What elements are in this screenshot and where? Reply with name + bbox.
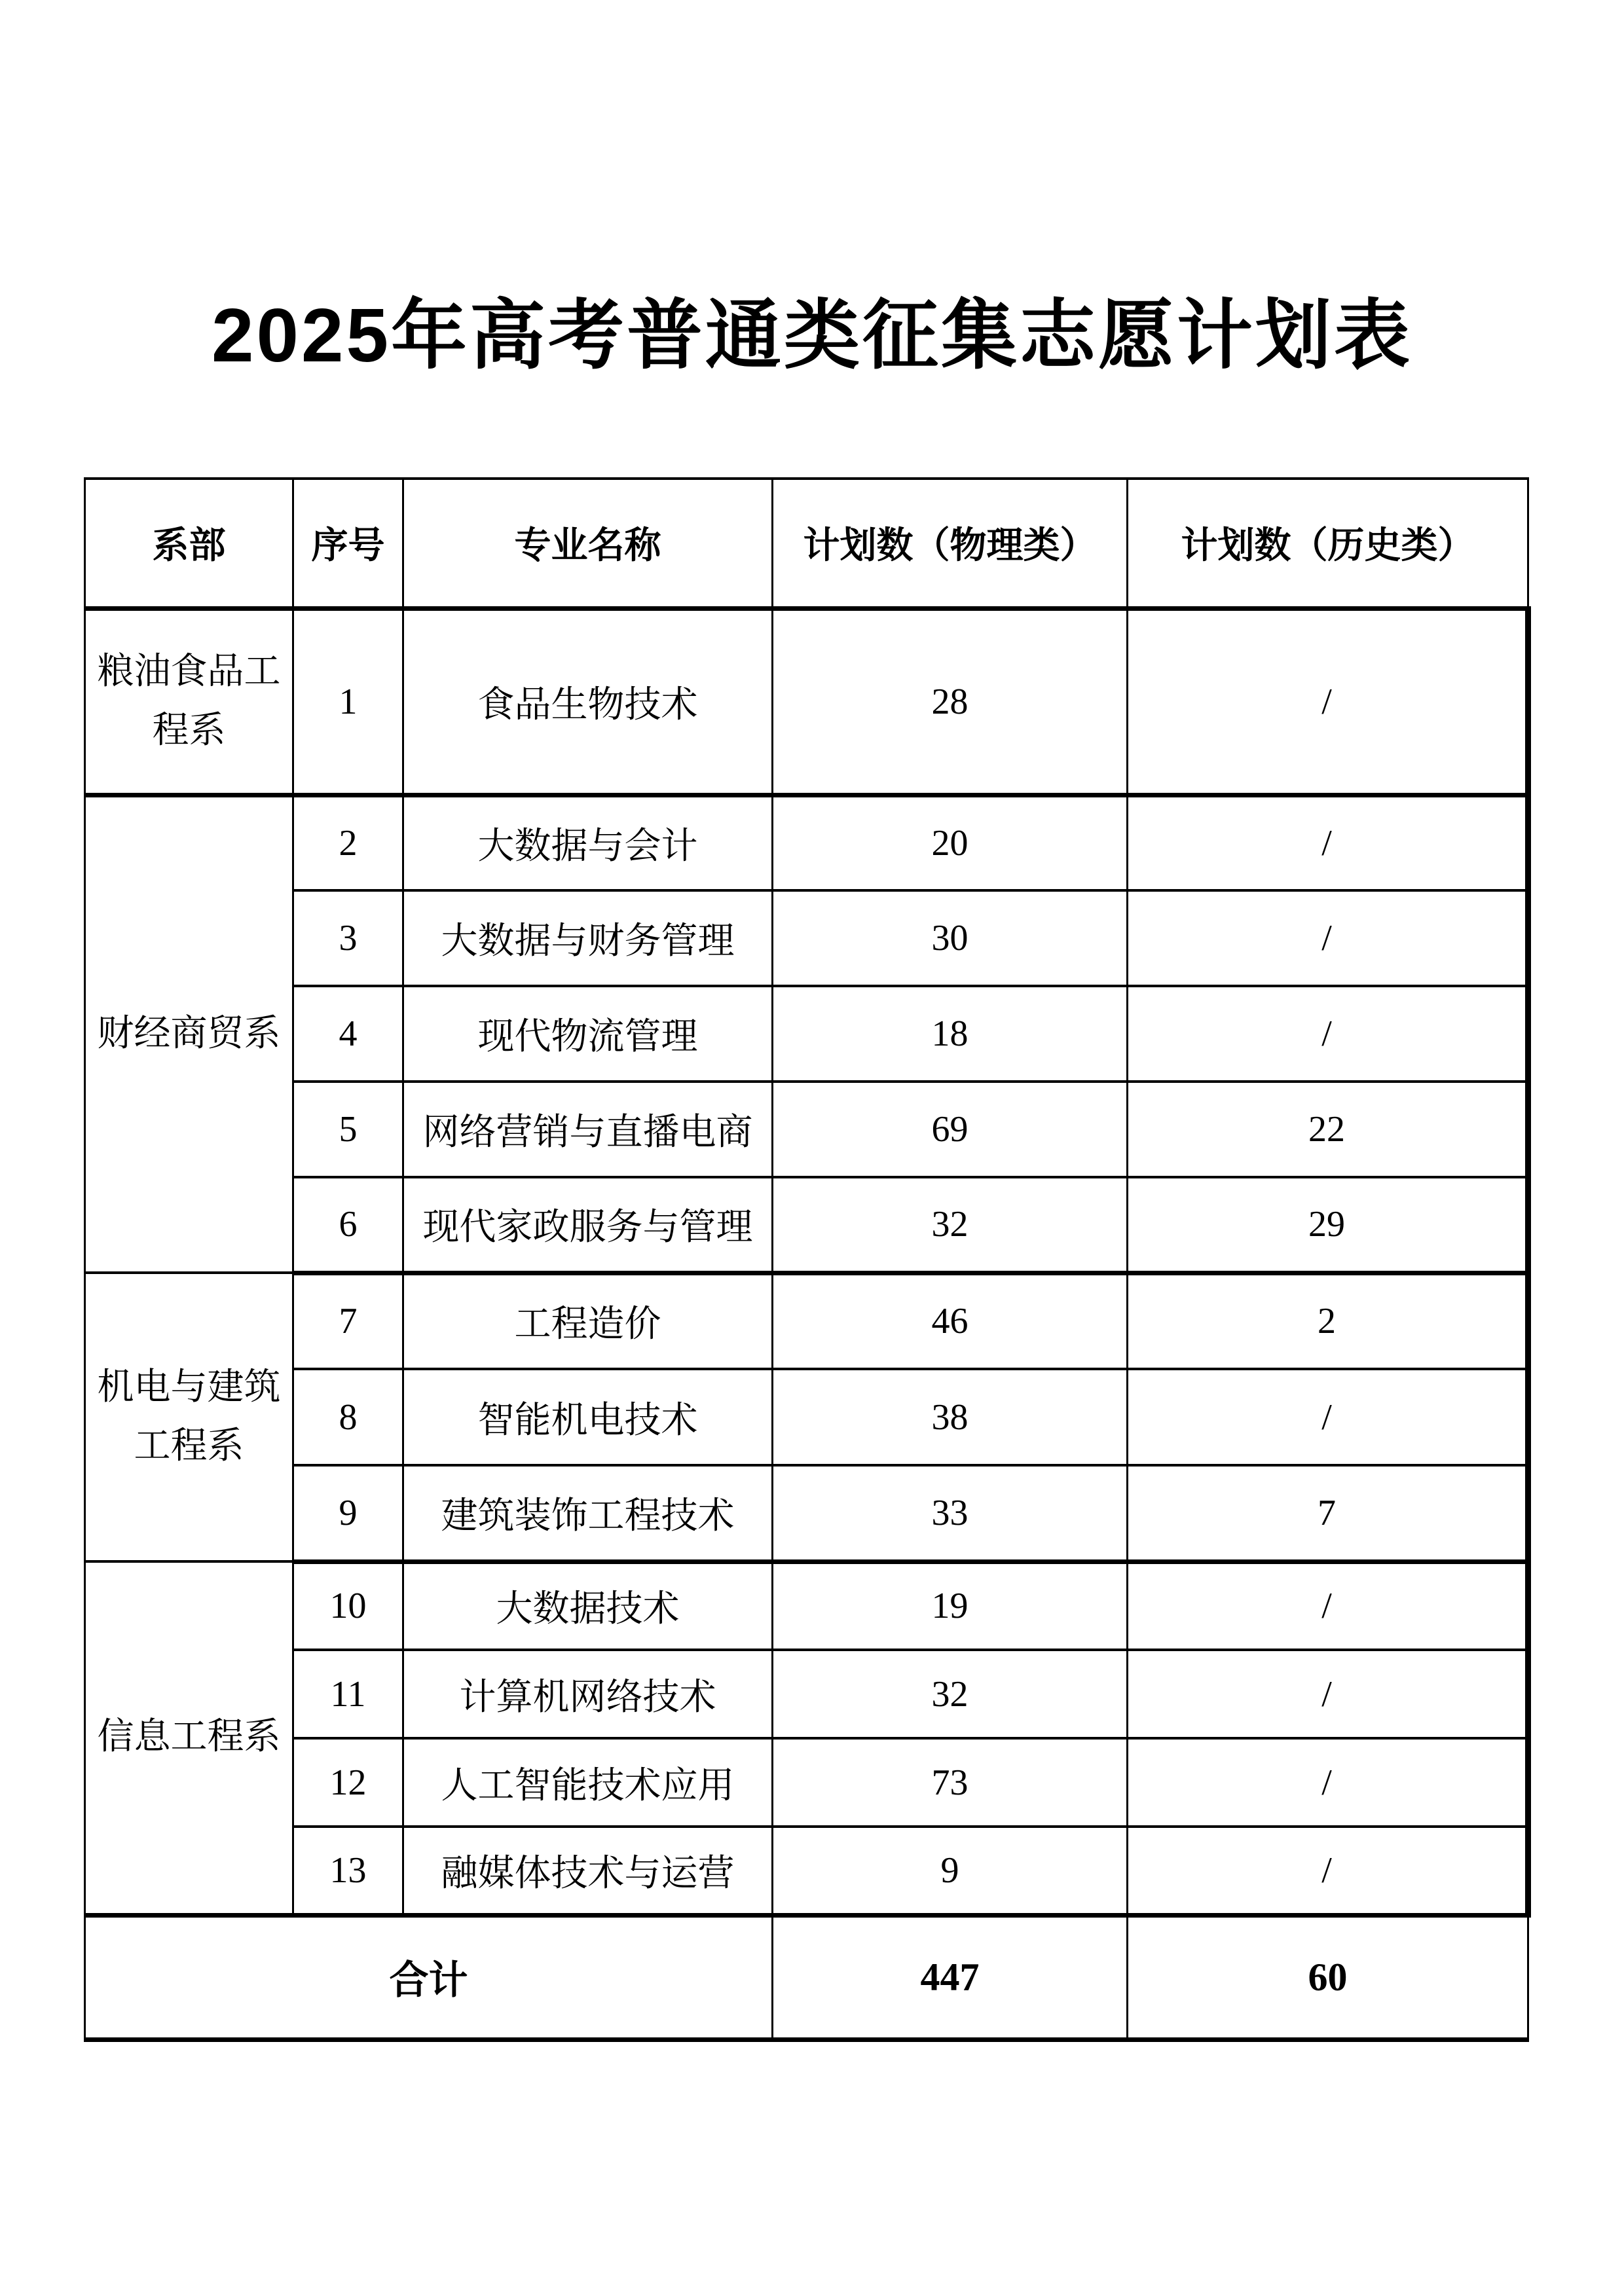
- row-number: 7: [293, 1273, 403, 1369]
- plan-physics: 38: [773, 1369, 1128, 1465]
- plan-history: /: [1128, 1738, 1528, 1827]
- header-number: 序号: [293, 479, 403, 608]
- row-number: 6: [293, 1177, 403, 1273]
- plan-physics: 33: [773, 1465, 1128, 1561]
- department-cell: 粮油食品工程系: [85, 608, 293, 795]
- plan-physics: 30: [773, 890, 1128, 986]
- plan-history: 2: [1128, 1273, 1528, 1369]
- header-major: 专业名称: [403, 479, 773, 608]
- department-cell: 信息工程系: [85, 1561, 293, 1915]
- plan-history: 22: [1128, 1082, 1528, 1177]
- total-row: [85, 1915, 1528, 2039]
- table-row: [85, 1561, 1528, 1650]
- plan-physics: 18: [773, 986, 1128, 1082]
- major-name: 计算机网络技术: [403, 1650, 773, 1738]
- plan-physics: 32: [773, 1177, 1128, 1273]
- table-row: [85, 1827, 1528, 1915]
- row-number: 13: [293, 1827, 403, 1915]
- plan-physics: 69: [773, 1082, 1128, 1177]
- plan-history: /: [1128, 795, 1528, 890]
- row-number: 11: [293, 1650, 403, 1738]
- table-row: [85, 1650, 1528, 1738]
- plan-history: /: [1128, 1561, 1528, 1650]
- major-name: 现代家政服务与管理: [403, 1177, 773, 1273]
- major-name: 融媒体技术与运营: [403, 1827, 773, 1915]
- row-number: 8: [293, 1369, 403, 1465]
- plan-history: 29: [1128, 1177, 1528, 1273]
- major-name: 网络营销与直播电商: [403, 1082, 773, 1177]
- plan-physics: 20: [773, 795, 1128, 890]
- table-row: [85, 1273, 1528, 1369]
- table-row: [85, 890, 1528, 986]
- table-row: [85, 608, 1528, 795]
- major-name: 大数据与会计: [403, 795, 773, 890]
- plan-physics: 19: [773, 1561, 1128, 1650]
- major-name: 人工智能技术应用: [403, 1738, 773, 1827]
- page-title: 2025年高考普通类征集志愿计划表: [211, 293, 1413, 378]
- row-number: 5: [293, 1082, 403, 1177]
- row-number: 2: [293, 795, 403, 890]
- plan-history: /: [1128, 1650, 1528, 1738]
- header-plan-history: 计划数（历史类）: [1128, 479, 1528, 608]
- table-row: [85, 1369, 1528, 1465]
- row-number: 1: [293, 608, 403, 795]
- major-name: 大数据技术: [403, 1561, 773, 1650]
- plan-physics: 46: [773, 1273, 1128, 1369]
- plan-physics: 73: [773, 1738, 1128, 1827]
- total-history: 60: [1128, 1915, 1528, 2039]
- plan-history: /: [1128, 890, 1528, 986]
- row-number: 4: [293, 986, 403, 1082]
- plan-history: /: [1128, 608, 1528, 795]
- plan-physics: 32: [773, 1650, 1128, 1738]
- table-row: [85, 986, 1528, 1082]
- header-department: 系部: [85, 479, 293, 608]
- major-name: 建筑装饰工程技术: [403, 1465, 773, 1561]
- total-physics: 447: [773, 1915, 1128, 2039]
- row-number: 12: [293, 1738, 403, 1827]
- plan-history: /: [1128, 1827, 1528, 1915]
- plan-physics: 28: [773, 608, 1128, 795]
- table-row: [85, 1465, 1528, 1561]
- row-number: 3: [293, 890, 403, 986]
- header-row: [85, 479, 1528, 608]
- plan-history: /: [1128, 986, 1528, 1082]
- department-cell: 机电与建筑工程系: [85, 1273, 293, 1561]
- header-plan-physics: 计划数（物理类）: [773, 479, 1128, 608]
- department-cell: 财经商贸系: [85, 795, 293, 1273]
- major-name: 食品生物技术: [403, 608, 773, 795]
- row-number: 9: [293, 1465, 403, 1561]
- table-row: [85, 1082, 1528, 1177]
- plan-history: 7: [1128, 1465, 1528, 1561]
- row-number: 10: [293, 1561, 403, 1650]
- plan-table: [84, 477, 1531, 2042]
- major-name: 工程造价: [403, 1273, 773, 1369]
- major-name: 现代物流管理: [403, 986, 773, 1082]
- table-row: [85, 795, 1528, 890]
- major-name: 大数据与财务管理: [403, 890, 773, 986]
- table-row: [85, 1738, 1528, 1827]
- total-label: 合计: [85, 1915, 773, 2039]
- plan-physics: 9: [773, 1827, 1128, 1915]
- plan-history: /: [1128, 1369, 1528, 1465]
- major-name: 智能机电技术: [403, 1369, 773, 1465]
- table-row: [85, 1177, 1528, 1273]
